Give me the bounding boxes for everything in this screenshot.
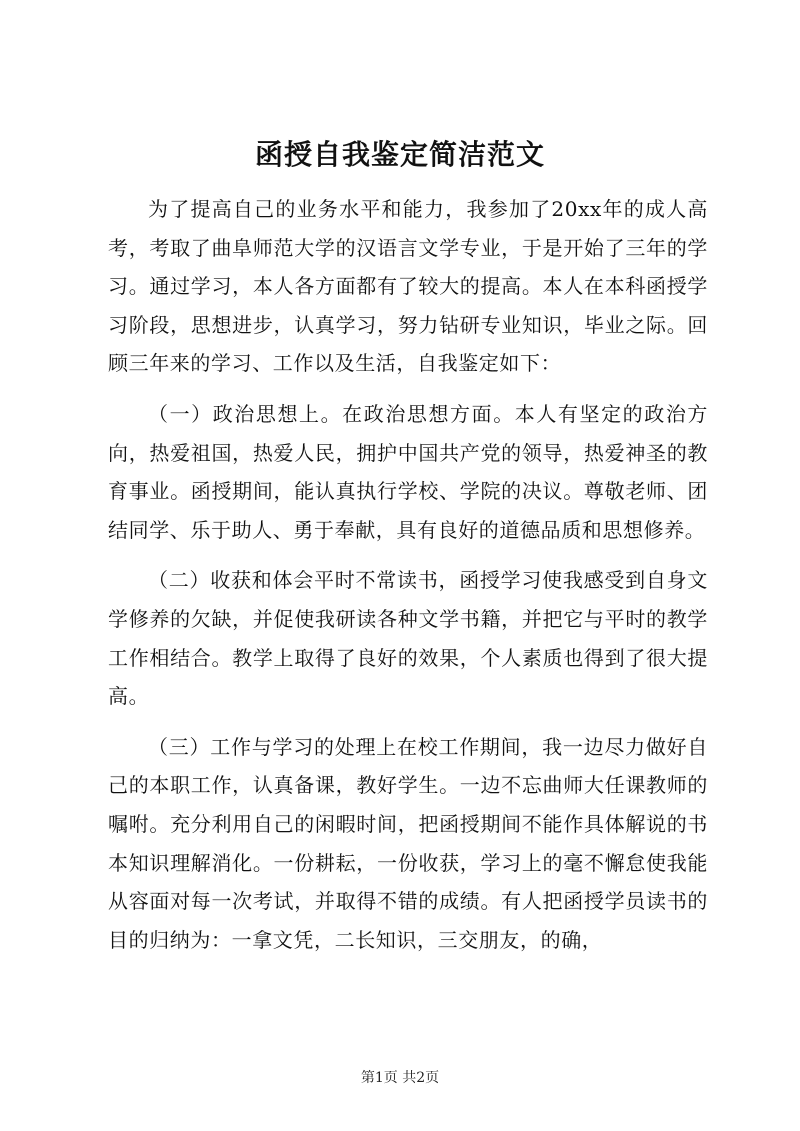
document-title: 函授自我鉴定简洁范文 — [254, 138, 545, 171]
paragraph-political: （一）政治思想上。在政治思想方面。本人有坚定的政治方向，热爱祖国，热爱人民，拥护中国共产党的领导，热爱神圣的教育事业。函授期间，能认真执行学校、学院的决议。尊敬老师、团结同学、乐于助人、勇于奉献，具有良好的道德品质和思想修养。 — [108, 401, 708, 542]
document-body — [108, 190, 708, 971]
paragraph-intro: 为了提高自己的业务水平和能力，我参加了20xx年的成人高考，考取了曲阜师范大学的汉语言文学专业，于是开始了三年的学习。通过学习，本人各方面都有了较大的提高。本人在本科函授学习阶段，思想进步，认真学习，努力钻研专业知识，毕业之际。回顾三年来的学习、工作以及生活，自我鉴定如下： — [108, 197, 708, 376]
paragraph-work-study: （三）工作与学习的处理上在校工作期间，我一边尽力做好自己的本职工作，认真备课，教好学生。一边不忘曲师大任课教师的嘱咐。充分利用自己的闲暇时间，把函授期间不能作具体解说的书本知识理解消化。一份耕耘，一份收获，学习上的毫不懈怠使我能从容面对每一次考试，并取得不错的成绩。有人把函授学员读书的目的归纳为：一拿文凭，二长知识，三交朋友，的确， — [108, 734, 708, 952]
page-number-footer: 第1页 共2页 — [360, 1070, 440, 1086]
paragraph-gains: （二）收获和体会平时不常读书，函授学习使我感受到自身文学修养的欠缺，并促使我研读各种文学书籍，并把它与平时的教学工作相结合。教学上取得了良好的效果，个人素质也得到了很大提高。 — [108, 568, 708, 709]
